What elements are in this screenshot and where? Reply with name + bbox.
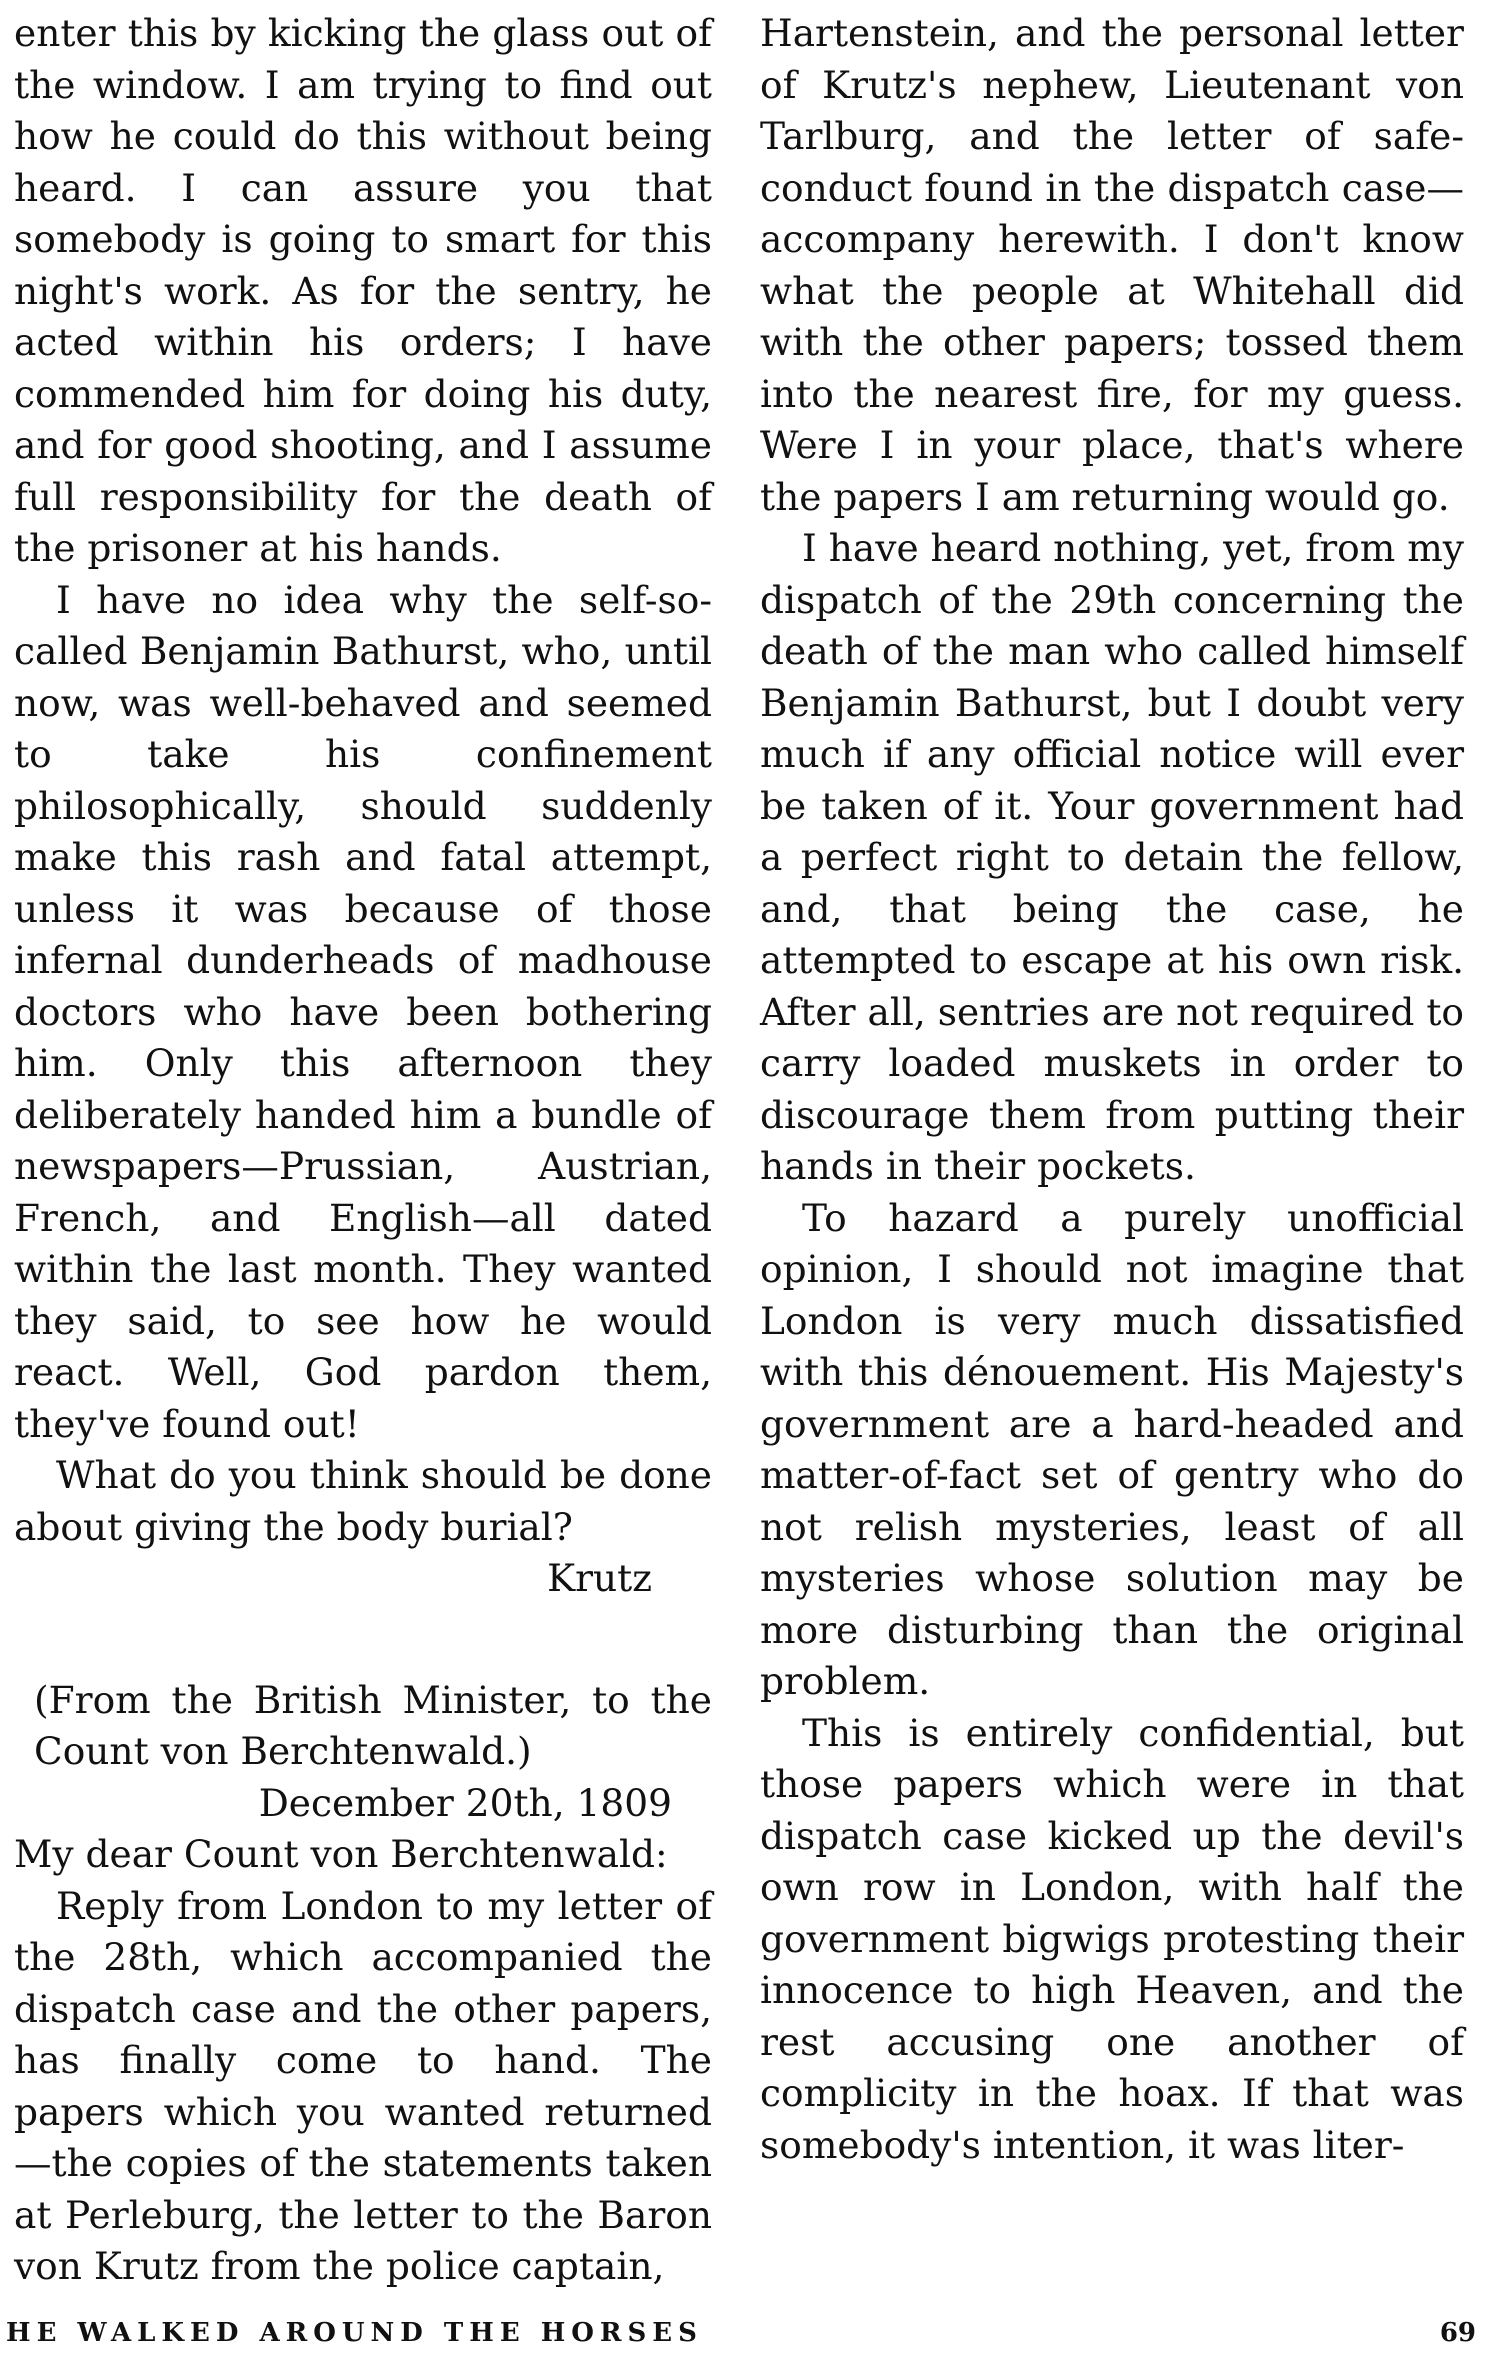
letter-heading: (From the British Minister, to the Count von Berchtenwald.) — [34, 1677, 712, 1773]
paragraph: What do you think should be done about giving the body burial? — [14, 1453, 712, 1549]
running-title: HE WALKED AROUND THE HORSES — [6, 2318, 703, 2348]
paragraph: Reply from London to my letter of the 28th, which accompanied the dispatch case and the other papers, has finally come to hand. The papers which you wanted returned—the copies of the statements taken at Perleburg, the letter to the Baron von Krutz from the police captain, — [14, 1883, 712, 2288]
paragraph-continued: Hartenstein, and the personal letter of Krutz's nephew, Lieutenant von Tarlburg, and the letter of safe-conduct found in the dispatch case—accompany herewith. I don't know what the people at Whitehall did with the other papers; tossed them into the nearest fire, for my guess. Were I in your place, that's where the papers I am returning would go. — [760, 11, 1464, 519]
paragraph: This is entirely confidential, but those papers which were in that dispatch case kicked up the devil's own row in London, with half the government bigwigs protesting their innocence to high Heaven, and the rest accusing one another of complicity in the hoax. If that was somebody's intention, it was liter- — [760, 1710, 1464, 2167]
paragraph: I have heard nothing, yet, from my dispatch of the 29th concerning the death of the man who called himself Benjamin Bathurst, but I doubt very much if any official notice will ever be taken of it. Your government had a perfect right to detain the fellow, and, that being the case, he attempted to escape at his own risk. After all, sentries are not required to carry loaded muskets in order to discourage them from putting their hands in their pockets. — [760, 526, 1464, 1188]
paragraph-continued: enter this by kicking the glass out of the window. I am trying to find out how he could do this without being heard. I can assure you that somebody is going to smart for this night's work. As for the sentry, he acted within his orders; I have commended him for doing his duty, and for good shooting, and I assume full responsibility for the death of the prisoner at his hands. — [14, 11, 712, 570]
page-number: 69 — [1439, 2318, 1476, 2348]
page-footer — [6, 2318, 1476, 2358]
right-column — [760, 8, 1464, 2171]
letter-signature: Krutz — [547, 1556, 652, 1600]
letter-date: December 20th, 1809 — [258, 1780, 672, 1825]
paragraph: To hazard a purely unofficial opinion, I should not imagine that London is very much dissatisfied with this dénouement. His Majesty's government are a hard-headed and matter-of-fact set of gentry who do not relish mysteries, least of all mysteries whose solution may be more disturbing than the original problem. — [760, 1195, 1464, 1703]
letter-salutation: My dear Count von Berchtenwald: — [14, 1832, 668, 1876]
left-column — [14, 8, 712, 2293]
paragraph: I have no idea why the self-so-called Benjamin Bathurst, who, until now, was well-behaved and seemed to take his confinement philosophically, should suddenly make this rash and fatal attempt, unless it was because of those infernal dunderheads of madhouse doctors who have been bothering him. Only this afternoon they deliberately handed him a bundle of newspapers—Prussian, Austrian, French, and English—all dated within the last month. They wanted they said, to see how he would react. Well, God pardon them, they've found out! — [14, 577, 712, 1446]
